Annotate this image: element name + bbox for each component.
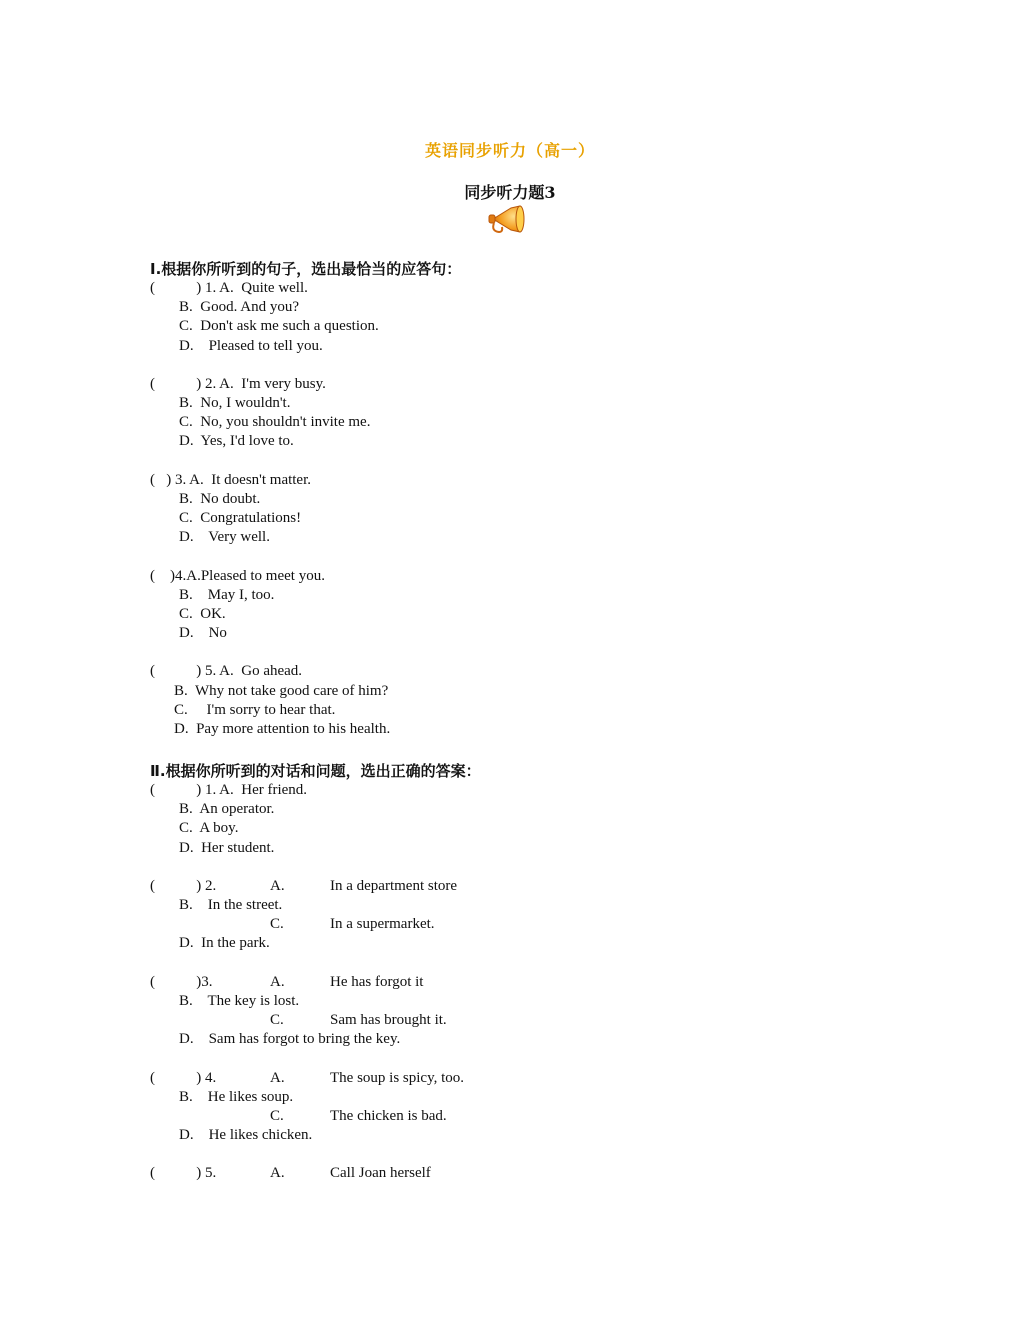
s2-q2-option-a-text: In a department store: [330, 878, 458, 894]
document-subtitle: 同步听力题3: [464, 183, 556, 202]
s2-q2-stem: ( ) 2.: [150, 878, 217, 894]
s2-q4-option-a-label: A.: [270, 1070, 285, 1086]
s1-q3-option-d: D. Very well.: [179, 529, 270, 545]
s1-q5-option-b: B. Why not take good care of him?: [174, 683, 389, 699]
s2-q3-stem: ( )3.: [150, 974, 213, 990]
s2-q3-option-b: B. The key is lost.: [179, 993, 300, 1009]
s1-q2-stem: ( ) 2. A. I'm very busy.: [150, 376, 326, 392]
s2-q3-option-c-text: Sam has brought it.: [330, 1012, 447, 1028]
s2-q4-option-b: B. He likes soup.: [179, 1089, 294, 1105]
s1-q2-option-c: C. No, you shouldn't invite me.: [179, 414, 371, 430]
document-title: 英语同步听力（高一）: [424, 141, 595, 160]
s2-q5-option-a-label: A.: [270, 1165, 285, 1181]
s2-q3-option-a-text: He has forgot it: [330, 974, 424, 990]
s2-q3-option-d: D. Sam has forgot to bring the key.: [179, 1031, 401, 1047]
s1-q1-option-c: C. Don't ask me such a question.: [179, 318, 379, 334]
s1-q5-option-c: C. I'm sorry to hear that.: [174, 702, 336, 718]
s1-q3-stem: ( ) 3. A. It doesn't matter.: [150, 472, 312, 488]
s2-q4-option-a-text: The soup is spicy, too.: [330, 1070, 465, 1086]
s2-q4-option-d: D. He likes chicken.: [179, 1127, 313, 1143]
s1-q3-option-b: B. No doubt.: [179, 491, 261, 507]
s1-q2-option-d: D. Yes, I'd love to.: [179, 433, 294, 449]
s2-q2-option-c-label: C.: [270, 916, 284, 932]
s1-q4-option-c: C. OK.: [179, 606, 226, 622]
s1-q5-stem: ( ) 5. A. Go ahead.: [150, 663, 303, 679]
s2-q3-option-c-label: C.: [270, 1012, 284, 1028]
s2-q2-option-c-text: In a supermarket.: [330, 916, 435, 932]
s1-q1-option-d: D. Pleased to tell you.: [179, 338, 323, 354]
s1-q4-option-d: D. No: [179, 625, 227, 641]
s2-q4-option-c-text: The chicken is bad.: [330, 1108, 447, 1124]
s2-q1-option-b: B. An operator.: [179, 801, 275, 817]
s1-q4-stem: ( )4.A.Pleased to meet you.: [150, 568, 325, 584]
s2-q4-stem: ( ) 4.: [150, 1070, 217, 1086]
s1-q3-option-c: C. Congratulations!: [179, 510, 302, 526]
section-1-heading: Ⅰ.根据你所听到的句子，选出最恰当的应答句：: [150, 260, 462, 278]
s2-q1-stem: ( ) 1. A. Her friend.: [150, 782, 308, 798]
s1-q4-option-b: B. May I, too.: [179, 587, 275, 603]
s2-q4-option-c-label: C.: [270, 1108, 284, 1124]
s2-q2-option-d: D. In the park.: [179, 935, 270, 951]
s2-q5-option-a-text: Call Joan herself: [330, 1165, 431, 1181]
s1-q5-option-d: D. Pay more attention to his health.: [174, 721, 391, 737]
s2-q1-option-d: D. Her student.: [179, 840, 275, 856]
s1-q1-stem: ( ) 1. A. Quite well.: [150, 280, 308, 296]
s2-q3-option-a-label: A.: [270, 974, 285, 990]
speaker-icon[interactable]: [487, 202, 527, 236]
s1-q2-option-b: B. No, I wouldn't.: [179, 395, 291, 411]
s2-q2-option-b: B. In the street.: [179, 897, 283, 913]
section-2-heading: Ⅱ.根据你所听到的对话和问题，选出正确的答案：: [150, 762, 481, 780]
s2-q1-option-c: C. A boy.: [179, 820, 239, 836]
s2-q5-stem: ( ) 5.: [150, 1165, 217, 1181]
s1-q1-option-b: B. Good. And you?: [179, 299, 299, 315]
s2-q2-option-a-label: A.: [270, 878, 285, 894]
